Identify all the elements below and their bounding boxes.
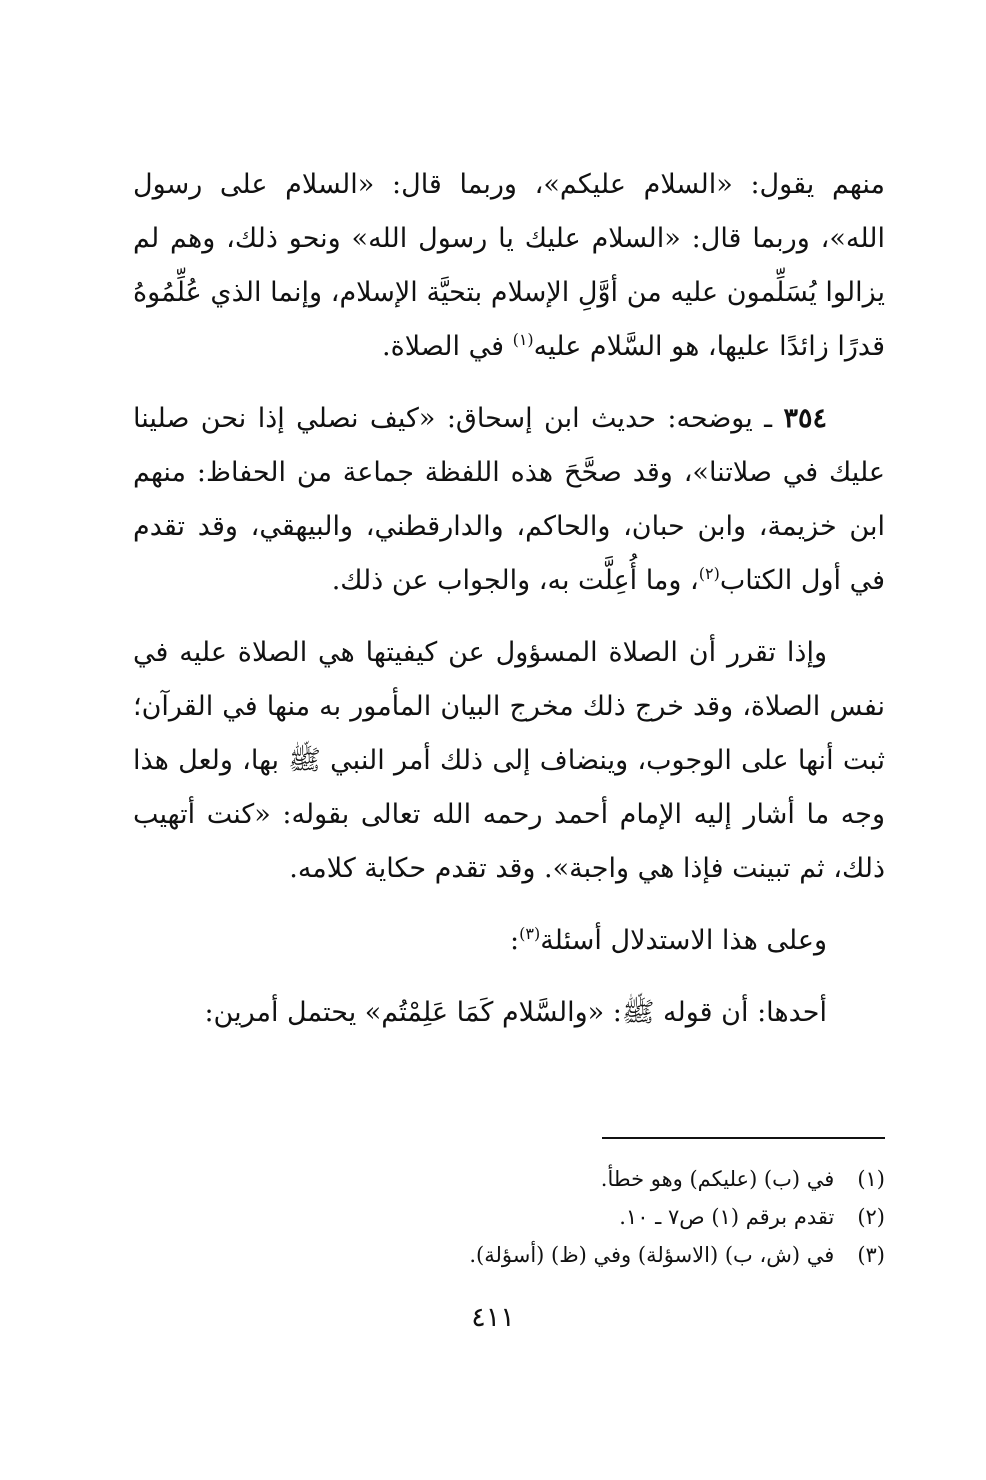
main-text [133, 158, 885, 1058]
paragraph-2-text: ـ يوضحه: حديث ابن إسحاق: «كيف نصلي إذا نحن صلينا عليك في صلاتنا»، وقد صحَّحَ هذه اللفظة جماعة من الحفاظ: منهم ابن خزيمة، وابن حبان، والحاكم، والدارقطني، والبيهقي، وقد تقدم في أول الكتاب [133, 403, 885, 596]
paragraph-5-text: أحدها: أن قوله ﷺ: «والسَّلام كَمَا عَلِمْتُم» يحتمل أمرين: [204, 997, 827, 1028]
footnote-ref-1: (١) [512, 330, 534, 349]
footnotes [300, 1160, 885, 1274]
paragraph-1-text-end: في الصلاة. [382, 331, 513, 362]
paragraph-4 [133, 914, 885, 968]
footnote-number: (٣) [857, 1243, 885, 1267]
paragraph-1-text: منهم يقول: «السلام عليكم»، وربما قال: «السلام على رسول الله»، وربما قال: «السلام عليك يا رسول الله» ونحو ذلك، وهم لم يزالوا يُسَلِّمون عليه من أوَّلِ الإسلام بتحيَّة الإسلام، وإنما الذي عُلِّمُوهُ قدرًا زائدًا عليها، هو السَّلام عليه [133, 169, 885, 362]
footnote-text: في (ب) (عليكم) وهو خطأ. [600, 1167, 835, 1191]
paragraph-5 [133, 986, 885, 1040]
paragraph-2 [133, 392, 885, 608]
paragraph-4-text-end: : [510, 925, 520, 956]
footnote-divider [602, 1137, 885, 1139]
paragraph-4-text: وعلى هذا الاستدلال أسئلة [540, 925, 827, 956]
paragraph-2-text-end: ، وما أُعِلَّت به، والجواب عن ذلك. [331, 565, 699, 596]
paragraph-3 [133, 626, 885, 896]
paragraph-1 [133, 158, 885, 374]
footnote-ref-3: (٣) [519, 924, 541, 943]
footnote-1 [300, 1160, 885, 1198]
footnote-text: في (ش، ب) (الاسؤلة) وفي (ظ) (أسؤلة). [469, 1243, 835, 1267]
paragraph-number: ٣٥٤ [783, 403, 827, 434]
paragraph-3-text: وإذا تقرر أن الصلاة المسؤول عن كيفيتها هي الصلاة عليه في نفس الصلاة، وقد خرج ذلك مخرج البيان المأمور به منها في القرآن؛ ثبت أنها على الوجوب، وينضاف إلى ذلك أمر النبي ﷺ بها، ولعل هذا وجه ما أشار إليه الإمام أحمد رحمه الله تعالى بقوله: «كنت أتهيب ذلك، ثم تبينت فإذا هي واجبة». وقد تقدم حكاية كلامه. [133, 637, 885, 884]
footnote-text: تقدم برقم (١) ص٧ ـ ١٠. [619, 1205, 835, 1229]
footnote-number: (٢) [857, 1205, 885, 1229]
page-number: ٤١١ [471, 1302, 515, 1333]
footnote-3 [300, 1236, 885, 1274]
footnote-number: (١) [857, 1167, 885, 1191]
footnote-ref-2: (٢) [698, 564, 720, 583]
footnote-2 [300, 1198, 885, 1236]
